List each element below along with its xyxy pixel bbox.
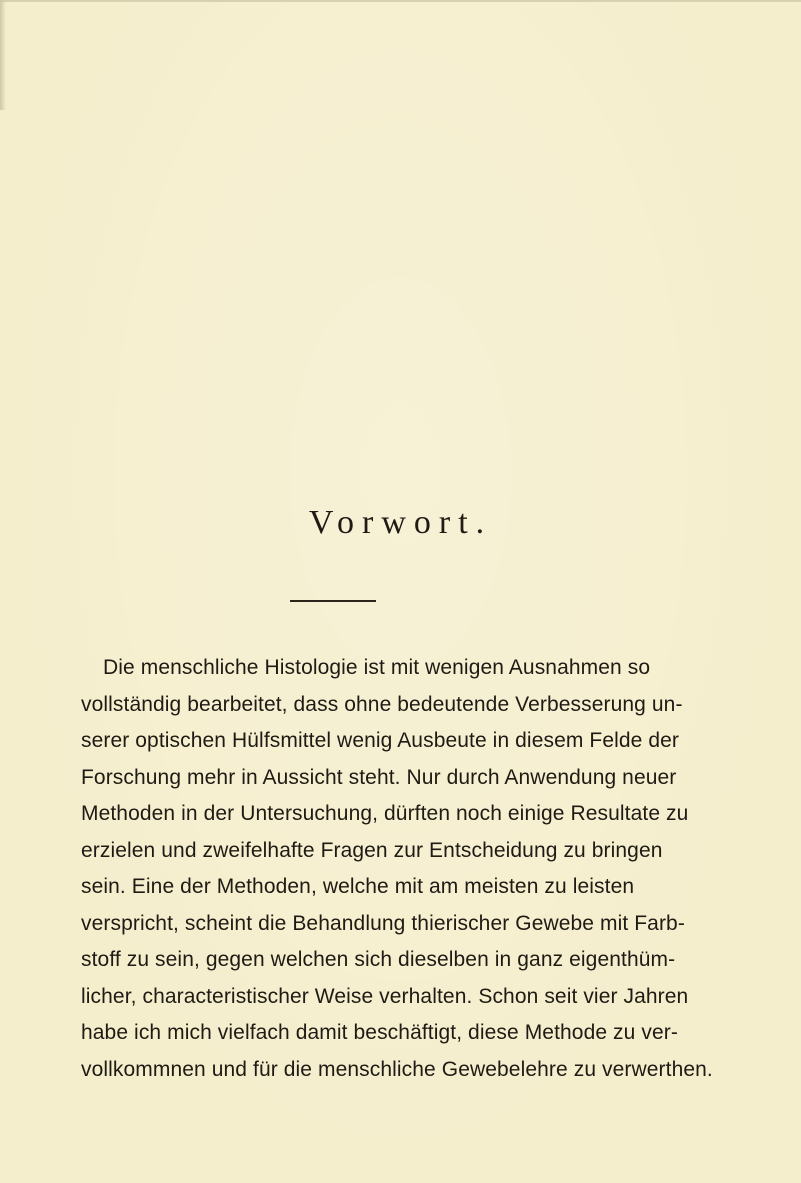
paragraph-line: serer optischen Hülfsmittel wenig Ausbeute in diesem Felde der: [81, 729, 680, 752]
paragraph-line: habe ich mich vielfach damit beschäftigt, diese Methode zu ver-: [81, 1021, 678, 1044]
paragraph-line: sein. Eine der Methoden, welche mit am meisten zu leisten: [81, 875, 635, 898]
page-edge-top: [0, 0, 801, 2]
show-through-texture: [70, 140, 750, 440]
page-title: Vorwort.: [308, 504, 493, 541]
paragraph-line: stoff zu sein, gegen welchen sich dieselben in ganz eigenthüm-: [81, 948, 676, 971]
paragraph-line: vollkommnen und für die menschliche Gewebelehre zu verwerthen.: [81, 1057, 713, 1081]
paragraph-line: Die menschliche Histologie ist mit wenigen Ausnahmen so: [103, 656, 651, 679]
paragraph-line: vollständig bearbeitet, dass ohne bedeutende Verbesserung un-: [81, 692, 683, 716]
paragraph-line: Forschung mehr in Aussicht steht. Nur durch Anwendung neuer: [81, 765, 677, 789]
paragraph-line: licher, characteristischer Weise verhalten. Schon seit vier Jahren: [81, 984, 689, 1008]
paragraph-line: erzielen und zweifelhafte Fragen zur Entscheidung zu bringen: [81, 838, 663, 862]
paragraph-line: Methoden in der Untersuchung, dürften noch einige Resultate zu: [81, 802, 689, 825]
paragraph-line: verspricht, scheint die Behandlung thierischer Gewebe mit Farb-: [81, 911, 685, 935]
title-divider-rule: [290, 600, 376, 602]
page-edge-left: [0, 0, 6, 110]
preface-paragraph: [81, 650, 713, 1088]
